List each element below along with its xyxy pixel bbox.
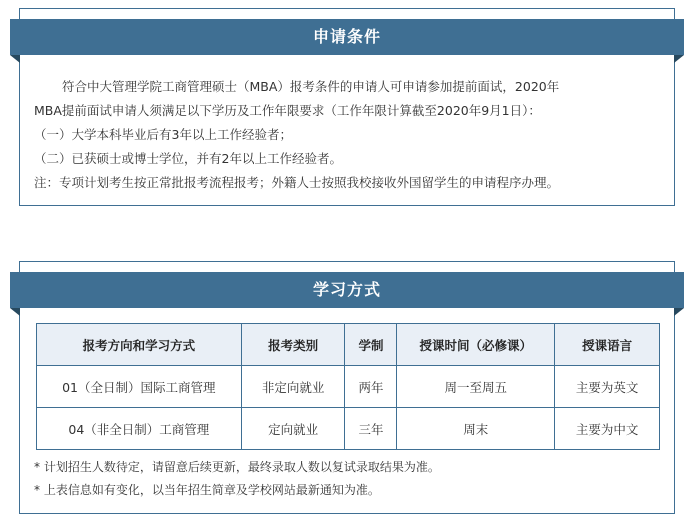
table-note-1: * 计划招生人数待定，请留意后续更新，最终录取人数以复试录取结果为准。 — [34, 460, 440, 474]
banner-fold-right — [674, 55, 684, 63]
study-mode-card — [19, 261, 675, 514]
study-mode-table — [36, 323, 660, 450]
cell-category: 定向就业 — [241, 408, 345, 450]
condition-note: 注：专项计划考生按正常批报考流程报考；外籍人士按照我校接收外国留学生的申请程序办理。 — [34, 175, 560, 190]
cell-language: 主要为中文 — [555, 408, 660, 450]
banner-fold-left — [10, 308, 20, 316]
paragraph-line-2: MBA提前面试申请人须满足以下学历及工作年限要求（工作年限计算截至2020年9月1日）： — [34, 103, 541, 118]
application-conditions-text — [34, 75, 666, 195]
table-row — [37, 366, 660, 408]
condition-item-1: （一）大学本科毕业后有3年以上工作经验者； — [34, 127, 292, 142]
cell-schedule: 周末 — [397, 408, 555, 450]
cell-duration: 两年 — [345, 366, 397, 408]
cell-duration: 三年 — [345, 408, 397, 450]
table-notes — [34, 456, 440, 502]
header-category: 报考类别 — [241, 324, 345, 366]
cell-direction: 04（非全日制）工商管理 — [37, 408, 242, 450]
table-note-2: * 上表信息如有变化，以当年招生简章及学校网站最新通知为准。 — [34, 483, 380, 497]
condition-item-2: （二）已获硕士或博士学位，并有2年以上工作经验者。 — [34, 151, 342, 166]
application-conditions-card — [19, 8, 675, 206]
section-title-application-conditions: 申请条件 — [10, 19, 684, 55]
banner-fold-left — [10, 55, 20, 63]
table-row — [37, 408, 660, 450]
header-schedule: 授课时间（必修课） — [397, 324, 555, 366]
header-direction: 报考方向和学习方式 — [37, 324, 242, 366]
cell-language: 主要为英文 — [555, 366, 660, 408]
cell-direction: 01（全日制）国际工商管理 — [37, 366, 242, 408]
cell-schedule: 周一至周五 — [397, 366, 555, 408]
banner-fold-right — [674, 308, 684, 316]
cell-category: 非定向就业 — [241, 366, 345, 408]
table-header-row — [37, 324, 660, 366]
header-language: 授课语言 — [555, 324, 660, 366]
paragraph-line-1: 符合中大管理学院工商管理硕士（MBA）报考条件的申请人可申请参加提前面试，2020年 — [62, 79, 560, 94]
section-title-study-mode: 学习方式 — [10, 272, 684, 308]
header-duration: 学制 — [345, 324, 397, 366]
